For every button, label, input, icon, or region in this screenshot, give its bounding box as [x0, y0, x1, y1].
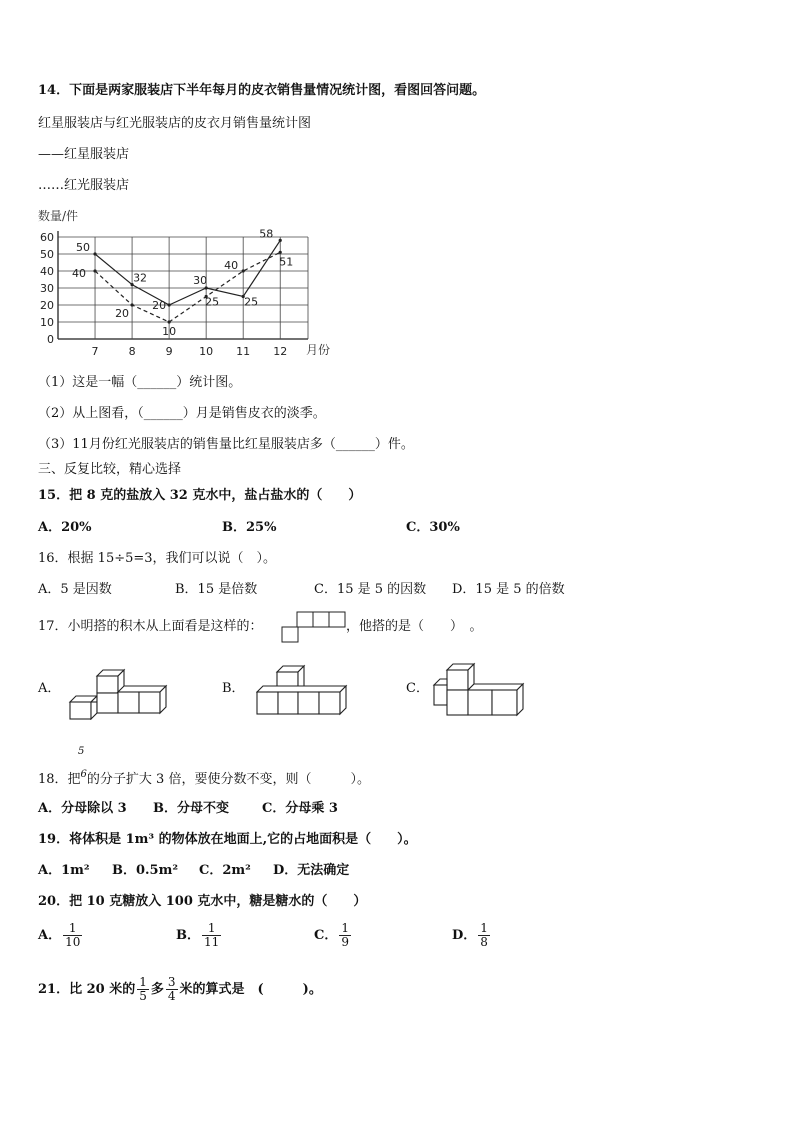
q16-option-d[interactable]: D．15 是 5 的倍数 [452, 582, 565, 597]
q20-option-d[interactable] [452, 922, 492, 949]
q20-option-c-label: C． [314, 928, 338, 943]
data-label: 20 [152, 299, 167, 312]
cube-stack-a [66, 660, 176, 720]
q19-option-c[interactable]: C．2m² [199, 863, 251, 878]
q20-option-c-fraction: $\frac{1}{9}$ [341, 921, 349, 949]
q18-stem-post: 的分子扩大 3 倍，要使分数不变，则（ ）。 [86, 772, 370, 787]
data-point [242, 269, 245, 272]
q20-option-d-fraction: $\frac{1}{8}$ [480, 921, 488, 949]
q19-option-b[interactable]: B．0.5m² [112, 863, 179, 878]
q14-sub2 [38, 405, 326, 423]
data-point [130, 303, 133, 306]
q14-sub3 [38, 436, 414, 454]
q20-option-a-label: A． [38, 928, 62, 943]
data-label: 25 [244, 295, 259, 309]
q19-stem: 19．将体积是 1m³ 的物体放在地面上,它的占地面积是（ ）。 [38, 832, 417, 847]
section-heading: 三、反复比较，精心选择 [38, 462, 182, 477]
data-label: 32 [133, 271, 148, 285]
y-axis-label: 数量/件 [38, 209, 79, 223]
x-tick-label: 10 [199, 345, 214, 358]
q14-sub3-pre: （3）11月份红光服装店的销售量比红星服装店多（ [38, 437, 336, 452]
q14-sub1-pre: （1）这是一幅（ [38, 375, 138, 390]
data-point [93, 252, 96, 255]
data-point [168, 303, 171, 306]
q14-sub1-blank[interactable]: ______ [137, 375, 177, 390]
data-point [279, 251, 282, 254]
x-tick-label: 12 [273, 345, 288, 358]
q16-stem: 16．根据 15÷5=3，我们可以说（ ）。 [38, 551, 277, 566]
data-point [93, 269, 96, 272]
q20-option-b[interactable] [176, 922, 223, 949]
q14-sub3-blank[interactable]: ______ [335, 437, 375, 452]
q18-stem [38, 766, 370, 789]
q14-sub3-post: ）件。 [374, 437, 414, 452]
q18-option-a[interactable]: A．分母除以 3 [38, 801, 127, 816]
q20-option-d-label: D． [452, 928, 477, 943]
q14-sub2-blank[interactable]: ______ [143, 406, 183, 421]
q18-fraction-denominator: 6 [80, 769, 87, 780]
q20-option-c[interactable] [314, 922, 353, 949]
q15-option-b[interactable]: B．25% [222, 520, 277, 535]
y-tick-label: 60 [40, 231, 54, 244]
legend-solid: ——红星服装店 [38, 147, 130, 162]
y-tick-label: 20 [40, 299, 54, 312]
legend-dashed: ……红光服装店 [38, 178, 130, 193]
data-label: 40 [72, 267, 87, 280]
x-tick-label: 11 [236, 345, 251, 358]
data-label: 50 [76, 241, 91, 254]
q17-option-a-label[interactable]: A． [38, 681, 61, 696]
q17-stem-post: ，他搭的是（ ） 。 [346, 619, 483, 634]
q21-pre: 21．比 20 米的 [38, 982, 136, 997]
q16-option-a[interactable]: A．5 是因数 [38, 582, 112, 597]
q15-stem: 15．把 8 克的盐放入 32 克水中，盐占盐水的（ ） [38, 488, 362, 503]
data-label: 58 [259, 227, 274, 241]
q15-option-c[interactable]: C．30% [406, 520, 460, 535]
q18-option-c[interactable]: C．分母乘 3 [262, 801, 338, 816]
q20-stem: 20．把 10 克糖放入 100 克水中，糖是糖水的（ ） [38, 894, 367, 909]
y-tick-label: 50 [40, 248, 54, 261]
chart-title: 红星服装店与红光服装店的皮衣月销售量统计图 [38, 116, 312, 131]
q14-sub1-post: ）统计图。 [176, 375, 242, 390]
line-chart [30, 207, 350, 357]
top-view-figure [281, 611, 347, 643]
x-axis-label: 月份 [306, 343, 331, 357]
q18-fraction-numerator: 5 [78, 746, 85, 757]
y-tick-label: 0 [47, 333, 54, 346]
q14-sub2-pre: （2）从上图看，（ [38, 406, 144, 421]
q20-option-a-fraction: $\frac{1}{10}$ [65, 921, 81, 949]
data-label: 40 [224, 259, 239, 272]
x-tick-label: 7 [91, 345, 99, 358]
q16-option-b[interactable]: B．15 是倍数 [175, 582, 258, 597]
y-tick-label: 10 [40, 316, 54, 329]
q21-post: 米的算式是 ( )。 [179, 982, 322, 997]
cube-stack-c [432, 660, 532, 722]
q17-option-b-label[interactable]: B． [222, 681, 245, 696]
q14-sub1 [38, 374, 241, 392]
chart-data-labels [72, 227, 293, 338]
y-tick-label: 40 [40, 265, 54, 278]
q17-stem-pre: 17．小明搭的积木从上面看是这样的： [38, 619, 263, 634]
data-label: 10 [162, 325, 177, 338]
q15-option-a[interactable]: A．20% [38, 520, 92, 535]
x-tick-label: 8 [128, 345, 136, 358]
q19-option-d[interactable]: D．无法确定 [273, 863, 350, 878]
q20-option-b-fraction: $\frac{1}{11}$ [204, 921, 220, 949]
chart-grid [58, 231, 308, 339]
q21-stem [38, 975, 322, 1005]
x-tick-label: 9 [165, 345, 173, 358]
data-label: 20 [115, 307, 130, 320]
q21-fraction-1: $\frac{1}{5}$ [139, 975, 147, 1003]
q14-sub2-post: ）月是销售皮衣的淡季。 [182, 406, 326, 421]
q21-mid: 多 [150, 982, 164, 997]
q17-option-c-label[interactable]: C． [406, 681, 429, 696]
q16-option-c[interactable]: C．15 是 5 的因数 [314, 582, 427, 597]
q20-option-b-label: B． [176, 928, 200, 943]
y-tick-label: 30 [40, 282, 54, 295]
q14-stem: 14．下面是两家服装店下半年每月的皮衣销售量情况统计图，看图回答问题。 [38, 83, 486, 98]
data-label: 30 [193, 274, 208, 287]
data-label: 51 [279, 255, 294, 269]
data-point [168, 320, 171, 323]
q18-stem-pre: 18．把 [38, 772, 81, 787]
cube-stack-b [256, 660, 356, 720]
data-point [279, 239, 282, 242]
q19-option-a[interactable]: A．1m² [38, 863, 90, 878]
q18-option-b[interactable]: B．分母不变 [153, 801, 229, 816]
data-label: 25 [205, 295, 220, 309]
q20-option-a[interactable] [38, 922, 84, 949]
q21-fraction-2: $\frac{3}{4}$ [167, 975, 176, 1003]
